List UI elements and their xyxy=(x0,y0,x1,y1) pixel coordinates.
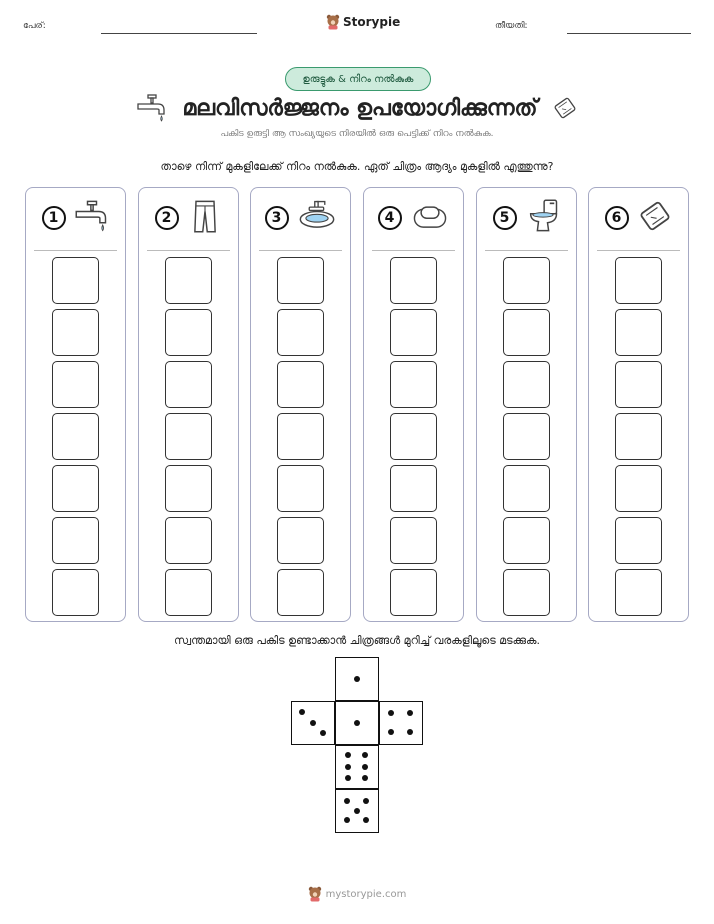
color-box[interactable] xyxy=(503,517,550,564)
column-header xyxy=(589,198,688,238)
subtitle: പകിട ഉരുട്ടി ആ സംഖ്യയുടെ നിരയിൽ ഒരു പെട്ടിക്ക് നിറം നൽകുക. xyxy=(220,129,494,139)
color-box[interactable] xyxy=(277,517,324,564)
color-box[interactable] xyxy=(52,569,99,616)
column-1 xyxy=(25,187,126,622)
color-box[interactable] xyxy=(277,257,324,304)
die-pip xyxy=(362,764,368,770)
name-label: പേര്: xyxy=(23,21,46,31)
color-box[interactable] xyxy=(503,309,550,356)
column-number: 5 xyxy=(493,206,517,230)
die-pip xyxy=(388,729,394,735)
die-pip xyxy=(362,752,368,758)
color-box[interactable] xyxy=(390,361,437,408)
color-box[interactable] xyxy=(503,257,550,304)
color-box[interactable] xyxy=(390,569,437,616)
bear-mascot-icon xyxy=(308,886,322,902)
die-pip xyxy=(345,775,351,781)
pants-icon xyxy=(187,198,223,238)
color-box[interactable] xyxy=(52,413,99,460)
column-divider xyxy=(259,250,342,251)
die-pip xyxy=(362,775,368,781)
instruction: താഴെ നിന്ന് മുകളിലേക്ക് നിറം നൽകുക. ഏത് ചിത്രം ആദ്യം മുകളിൽ എത്തുന്നു? xyxy=(160,160,554,173)
column-number: 2 xyxy=(155,206,179,230)
column-header xyxy=(477,198,576,238)
color-box[interactable] xyxy=(165,413,212,460)
column-header xyxy=(251,198,350,238)
die-pip xyxy=(407,729,413,735)
die-face-1 xyxy=(335,657,379,701)
die-pip xyxy=(310,720,316,726)
faucet-icon xyxy=(74,198,110,238)
color-box[interactable] xyxy=(615,257,662,304)
date-label: തീയതി: xyxy=(495,21,528,31)
color-box[interactable] xyxy=(615,465,662,512)
sink-icon xyxy=(297,198,337,238)
column-divider xyxy=(485,250,568,251)
footer xyxy=(0,886,714,902)
die-face-6 xyxy=(335,745,379,789)
color-box[interactable] xyxy=(390,309,437,356)
faucet-icon xyxy=(136,92,168,124)
column-6 xyxy=(588,187,689,622)
die-pip xyxy=(363,817,369,823)
color-box[interactable] xyxy=(277,569,324,616)
die-pip xyxy=(363,798,369,804)
color-box[interactable] xyxy=(165,517,212,564)
color-box[interactable] xyxy=(390,517,437,564)
die-face-4 xyxy=(379,701,423,745)
page-title: മലവിസർജ്ജനം ഉപയോഗിക്കുന്നത് xyxy=(182,95,538,121)
brand-logo xyxy=(326,14,400,30)
bear-mascot-icon xyxy=(326,14,340,30)
die-pip xyxy=(345,752,351,758)
die-pip xyxy=(354,720,360,726)
soap-icon xyxy=(410,198,450,238)
die-pip xyxy=(354,808,360,814)
color-box[interactable] xyxy=(165,569,212,616)
activity-badge: ഉരുട്ടുക & നിറം നൽകുക xyxy=(285,67,431,91)
color-box[interactable] xyxy=(277,309,324,356)
column-4 xyxy=(363,187,464,622)
color-box[interactable] xyxy=(165,257,212,304)
column-header xyxy=(26,198,125,238)
color-box[interactable] xyxy=(390,465,437,512)
color-box[interactable] xyxy=(615,413,662,460)
column-number: 6 xyxy=(605,206,629,230)
color-box[interactable] xyxy=(503,361,550,408)
color-box[interactable] xyxy=(390,257,437,304)
die-pip xyxy=(344,798,350,804)
color-box[interactable] xyxy=(52,309,99,356)
towel-icon xyxy=(637,198,673,238)
die-pip xyxy=(344,817,350,823)
die-face-1 xyxy=(335,701,379,745)
color-box[interactable] xyxy=(277,413,324,460)
die-pip xyxy=(345,764,351,770)
color-box[interactable] xyxy=(165,361,212,408)
color-box[interactable] xyxy=(52,465,99,512)
name-line[interactable] xyxy=(101,33,257,34)
color-box[interactable] xyxy=(52,361,99,408)
column-5 xyxy=(476,187,577,622)
color-box[interactable] xyxy=(52,257,99,304)
column-3 xyxy=(250,187,351,622)
color-box[interactable] xyxy=(503,413,550,460)
column-divider xyxy=(147,250,230,251)
column-divider xyxy=(597,250,680,251)
towel-icon xyxy=(552,95,578,121)
color-box[interactable] xyxy=(503,569,550,616)
color-box[interactable] xyxy=(165,309,212,356)
title-row xyxy=(120,90,594,126)
die-pip xyxy=(388,710,394,716)
column-divider xyxy=(372,250,455,251)
column-header xyxy=(139,198,238,238)
color-box[interactable] xyxy=(615,517,662,564)
color-box[interactable] xyxy=(390,413,437,460)
column-2 xyxy=(138,187,239,622)
color-box[interactable] xyxy=(277,465,324,512)
color-box[interactable] xyxy=(615,569,662,616)
date-line[interactable] xyxy=(567,33,691,34)
column-divider xyxy=(34,250,117,251)
color-box[interactable] xyxy=(503,465,550,512)
footer-url[interactable]: mystorypie.com xyxy=(325,888,407,900)
die-face-3 xyxy=(291,701,335,745)
die-pip xyxy=(407,710,413,716)
die-pip xyxy=(354,676,360,682)
column-number: 3 xyxy=(265,206,289,230)
toilet-icon xyxy=(525,198,561,238)
color-box[interactable] xyxy=(165,465,212,512)
column-number: 1 xyxy=(42,206,66,230)
color-box[interactable] xyxy=(615,361,662,408)
color-box[interactable] xyxy=(277,361,324,408)
column-number: 4 xyxy=(378,206,402,230)
color-box[interactable] xyxy=(615,309,662,356)
brand-name: Storypie xyxy=(343,15,401,29)
die-pip xyxy=(299,709,305,715)
color-box[interactable] xyxy=(52,517,99,564)
die-pip xyxy=(320,730,326,736)
die-face-5 xyxy=(335,789,379,833)
fold-instruction: സ്വന്തമായി ഒരു പകിട ഉണ്ടാക്കാൻ ചിത്രങ്ങൾ മുറിച്ച് വരകളിലൂടെ മടക്കുക. xyxy=(174,634,540,647)
column-header xyxy=(364,198,463,238)
